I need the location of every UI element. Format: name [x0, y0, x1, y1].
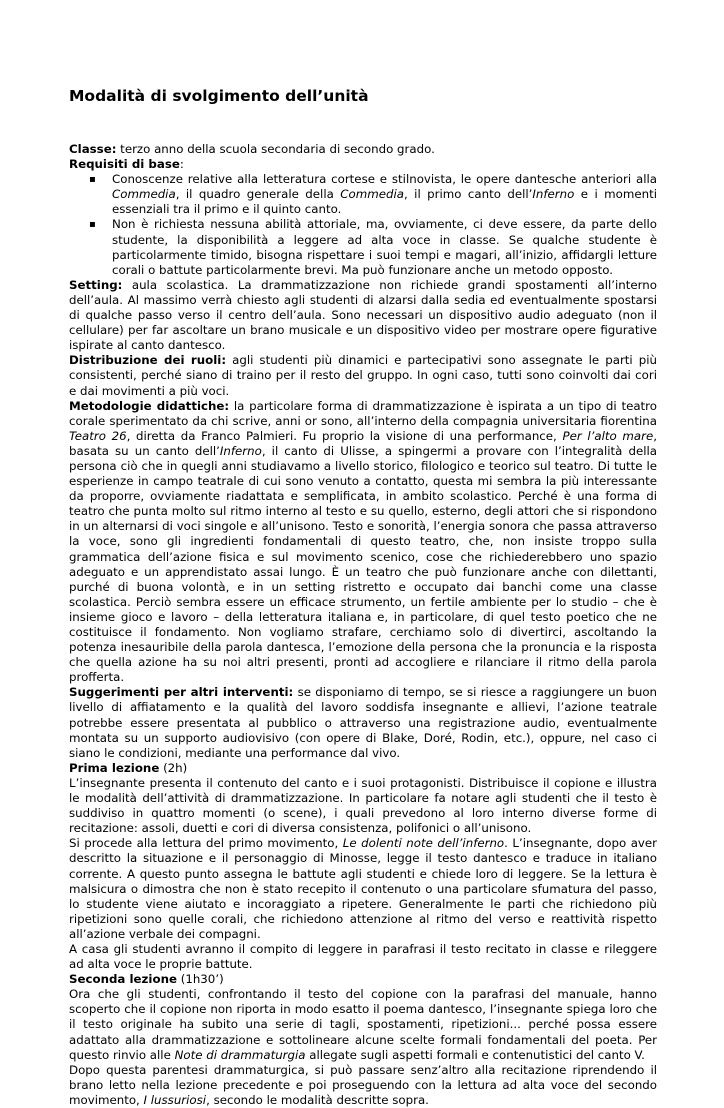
paragraph — [69, 942, 657, 972]
bold-label: Seconda lezione — [69, 972, 177, 987]
text-run: Si procede alla lettura del primo movimento, — [69, 836, 343, 851]
text-run: agli studenti più dinamici e partecipativi sono assegnate le parti più consistenti, perché siano di traino per il resto del gruppo. In ogni caso, tutti sono coinvolti dai cori e dai movimenti a più voci. — [69, 353, 657, 398]
paragraph — [69, 1063, 657, 1108]
bold-label: Suggerimenti per altri interventi: — [69, 685, 294, 700]
paragraph — [69, 278, 657, 353]
page-title: Modalità di svolgimento dell’unità — [69, 87, 369, 105]
italic-title: Commedia — [112, 187, 176, 202]
requisiti-heading — [69, 157, 657, 172]
paragraph — [69, 836, 657, 942]
requisiti-colon: : — [179, 157, 184, 172]
bold-label: Metodologie didattiche: — [69, 398, 230, 413]
requisiti-list — [69, 172, 657, 278]
bold-label: Setting: — [69, 277, 123, 292]
text-run: Conoscenze relative alla letteratura cortese e stilnovista, le opere dantesche anteriori alla — [112, 172, 657, 187]
italic-title: I lussuriosi — [143, 1092, 207, 1107]
text-run: L’insegnante presenta il contenuto del canto e i suoi protagonisti. Distribuisce il copione e illustra le modalità dell’attività di drammatizzazione. In particolare fa notare agli studenti che il testo è suddiviso in quattro momenti (o scene), i quali prevedono al loro interno diverse forme di recitazione: assoli, duetti e cori di diversa consistenza, polifonici o all’unisono. — [69, 775, 657, 836]
text-run: aula scolastica. La drammatizzazione non richiede grandi spostamenti all’interno dell’aula. Al massimo verrà chiesto agli studenti di alzarsi dalla sedia ed eventualmente spostarsi di qualche passo verso il centro dell’aula. Sono necessari un dispositivo audio adeguato (non il cellulare) per far ascoltare un brano musicale e un dispositivo video per mostrare opere figurative ispirate al canto dantesco. — [69, 277, 657, 353]
paragraph — [69, 685, 657, 760]
text-run: allegate sugli aspetti formali e contenutistici del canto V. — [305, 1047, 645, 1062]
paragraph — [69, 972, 657, 987]
paragraph — [69, 761, 657, 776]
text-run: , secondo le modalità descritte sopra. — [206, 1092, 429, 1107]
italic-title: Inferno — [532, 187, 575, 202]
paragraphs — [69, 278, 657, 1108]
paragraph — [69, 776, 657, 836]
italic-title: Note di drammaturgia — [174, 1047, 306, 1062]
requisiti-item — [112, 172, 657, 217]
bold-label: Distribuzione dei ruoli: — [69, 353, 227, 368]
text-run: Ora che gli studenti, confrontando il testo del copione con la parafrasi del manuale, hanno scoperto che il copione non riporta in modo esatto il poema dantesco, l’insegnante spiega loro che il testo originale ha subito una serie di tagli, spostamenti, ripetizioni... perché possa essere adattato alla drammatizzazione e sottolineare alcune scelte formali fondamentali del poeta. Per questo rinvio alle — [69, 987, 657, 1062]
text-run: . L’insegnante, dopo aver descritto la situazione e il personaggio di Minosse, legge il testo dantesco e traduce in italiano corrente. A questo punto assegna le battute agli studenti e chiede loro di leggere. Se la lettura è malsicura o dimostra che non è stato recepito il contenuto o una particolare sfumatura del passo, lo studente viene aiutato e incoraggiato a ripetere. Generalmente le parti che richiedono più ripetizioni sono quelle corali, che richiedono attenzione al ritmo del verso e reattività rispetto all’azione verbale dei compagni. — [69, 836, 658, 941]
italic-title: Teatro 26 — [69, 428, 127, 443]
italic-title: Commedia — [340, 187, 404, 202]
text-run: Non è richiesta nessuna abilità attoriale, ma, ovviamente, ci deve essere, da parte dello studente, la disponibilità a leggere ad alta voce in classe. Se qualche studente è particolarmente timido, bisogna rispettare i suoi tempi e magari, all’inizio, affidargli letture corali o battute particolarmente brevi. Ma può funzionare anche un metodo opposto. — [112, 217, 657, 277]
document-body — [69, 142, 657, 1108]
text-run: , basata su un canto dell’ — [69, 428, 657, 458]
text-run: , il canto di Ulisse, a spingermi a provare con l’integralità della persona ciò che in quegli anni studiavamo a livello storico, filologico e teorico sul teatro. Di tutte le esperienze in campo teatrale di cui sono venuto a contatto, questa mi sembra la più interessante da proporre, ovviamente riadattata e semplificata, in ambito scolastico. Perché è una forma di teatro che punta molto sul ritmo interno al testo e su quello, esterno, degli attori che si rispondono in un alternarsi di voci singole e all’unisono. Testo e sonorità, l’energia sonora che passa attraverso la voce, sono gli ingredienti fondamentali di questo teatro, che, non insiste troppo sulla grammatica dell’azione fisica e sul movimento scenico, cose che richiederebbero uno spazio adeguato e un apprendistato assai lungo. È un teatro che può funzionare anche con dilettanti, purché di buona volontà, e in un setting ristretto e occupato dai banchi come una classe scolastica. Perciò sembra essere un efficace strumento, un fertile ambiente per lo studio – che è insieme gioco e lavoro – della letteratura italiana e, in particolare, di quel testo poetico che ne costituisce il fondamento. Non vogliamo strafare, cerchiamo solo di divertirci, ascoltando la potenza inesauribile della parola dantesca, l’emozione della persona che la pronuncia e la risposta che quella azione ha su noi altri presenti, pronti ad accogliere e rilanciare il ritmo della parola profferta. — [69, 443, 657, 685]
text-run: , il quadro generale della — [175, 187, 341, 202]
italic-title: Per l’alto mare — [562, 428, 654, 443]
text-run: , il primo canto dell’ — [403, 187, 533, 202]
requisiti-item — [112, 217, 657, 277]
classe-label: Classe: — [69, 142, 117, 156]
text-run: (1h30’) — [176, 972, 224, 987]
text-run: la particolare forma di drammatizzazione è ispirata a un tipo di teatro corale sperimentato da chi scrive, anni or sono, all’interno della compagnia universitaria fiorentina — [69, 398, 657, 428]
bold-label: Prima lezione — [69, 760, 160, 775]
text-run: se disponiamo di tempo, se si riesce a raggiungere un buon livello di affiatamento e la qualità del lavoro soddisfa insegnante e allievi, l’azione teatrale potrebbe essere presentata al pubblico o attraverso una registrazione audio, eventualmente montata su un supporto audiovisivo (con opere di Blake, Doré, Rodin, etc.), oppure, nel caso ci siano le condizioni, mediante una performance dal vivo. — [69, 685, 658, 760]
text-run: (2h) — [159, 760, 188, 775]
paragraph — [69, 353, 657, 398]
text-run: , diretta da Franco Palmieri. Fu proprio la visione di una performance, — [126, 428, 563, 443]
classe-paragraph — [69, 142, 657, 157]
text-run: A casa gli studenti avranno il compito di leggere in parafrasi il testo recitato in classe e rileggere ad alta voce le proprie battute. — [69, 941, 657, 972]
italic-title: Le dolenti note dell’inferno — [342, 836, 505, 851]
text-run: e i momenti essenziali tra il primo e il quinto canto. — [112, 187, 658, 217]
classe-text: terzo anno della scuola secondaria di secondo grado. — [116, 142, 435, 156]
requisiti-label: Requisiti di base — [69, 157, 180, 172]
paragraph — [69, 987, 657, 1062]
paragraph — [69, 399, 657, 686]
text-run: Dopo questa parentesi drammaturgica, si può passare senz’altro alla recitazione riprendendo il brano letto nella lezione precedente e poi proseguendo con la lettura ad alta voce del secondo movimento, — [69, 1062, 657, 1107]
italic-title: Inferno — [219, 443, 262, 458]
